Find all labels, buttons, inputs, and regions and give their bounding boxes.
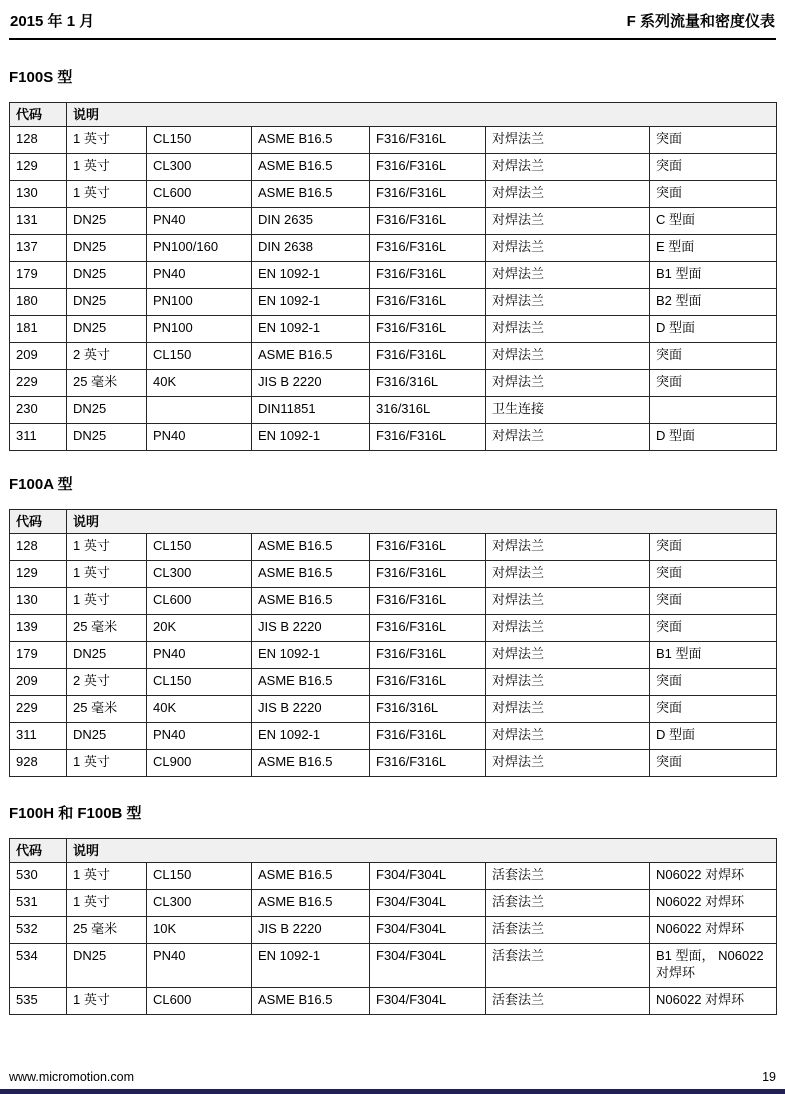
table-cell: DIN11851: [252, 397, 370, 424]
spec-table-f100s: [9, 102, 777, 451]
table-cell: 1 英寸: [67, 588, 147, 615]
table-row: [10, 262, 777, 289]
table-cell: DN25: [67, 944, 147, 988]
section-f100h-f100b: [9, 802, 776, 1015]
table-cell: 突面: [650, 343, 777, 370]
table-cell: 对焊法兰: [486, 208, 650, 235]
table-cell: 活套法兰: [486, 988, 650, 1015]
table-cell: CL300: [147, 561, 252, 588]
table-cell: CL150: [147, 863, 252, 890]
table-cell: E 型面: [650, 235, 777, 262]
table-cell: 1 英寸: [67, 890, 147, 917]
table-cell: 534: [10, 944, 67, 988]
table-cell: F316/F316L: [370, 669, 486, 696]
table-cell: PN40: [147, 723, 252, 750]
table-cell: 311: [10, 723, 67, 750]
table-row: [10, 917, 777, 944]
table-cell: F316/F316L: [370, 289, 486, 316]
table-cell: [147, 397, 252, 424]
table-cell: 对焊法兰: [486, 316, 650, 343]
table-cell: 180: [10, 289, 67, 316]
table-cell: PN40: [147, 424, 252, 451]
table-cell: 25 毫米: [67, 696, 147, 723]
table-cell: 对焊法兰: [486, 424, 650, 451]
table-cell: 179: [10, 262, 67, 289]
table-cell: 535: [10, 988, 67, 1015]
table-cell: 229: [10, 370, 67, 397]
table-cell: B1 型面: [650, 642, 777, 669]
table-cell: ASME B16.5: [252, 127, 370, 154]
table-cell: EN 1092-1: [252, 642, 370, 669]
table-cell: DN25: [67, 208, 147, 235]
section-f100s: [9, 66, 776, 451]
table-cell: N06022 对焊环: [650, 988, 777, 1015]
table-cell: F316/F316L: [370, 750, 486, 777]
column-header-description: 说明: [67, 510, 777, 534]
table-cell: B2 型面: [650, 289, 777, 316]
section-title-f100s: F100S 型: [9, 69, 73, 86]
section-title-f100h-f100b: F100H 和 F100B 型: [9, 805, 142, 822]
table-cell: 40K: [147, 696, 252, 723]
table-cell: 1 英寸: [67, 988, 147, 1015]
table-cell: ASME B16.5: [252, 890, 370, 917]
table-cell: F316/F316L: [370, 262, 486, 289]
table-cell: 229: [10, 696, 67, 723]
table-cell: F316/F316L: [370, 208, 486, 235]
table-cell: 209: [10, 343, 67, 370]
header-doc-title: F 系列流量和密度仪表: [626, 13, 775, 30]
table-cell: JIS B 2220: [252, 696, 370, 723]
table-cell: 对焊法兰: [486, 750, 650, 777]
table-cell: JIS B 2220: [252, 615, 370, 642]
table-cell: DIN 2638: [252, 235, 370, 262]
table-cell: 25 毫米: [67, 370, 147, 397]
table-cell: 对焊法兰: [486, 181, 650, 208]
table-cell: EN 1092-1: [252, 944, 370, 988]
table-cell: ASME B16.5: [252, 669, 370, 696]
header-date: 2015 年 1 月: [10, 13, 95, 30]
table-row: [10, 944, 777, 988]
table-cell: 突面: [650, 615, 777, 642]
table-cell: F304/F304L: [370, 890, 486, 917]
table-cell: ASME B16.5: [252, 154, 370, 181]
table-cell: 突面: [650, 669, 777, 696]
table-cell: 突面: [650, 154, 777, 181]
table-cell: 131: [10, 208, 67, 235]
column-header-code: 代码: [10, 103, 67, 127]
table-cell: JIS B 2220: [252, 370, 370, 397]
table-cell: ASME B16.5: [252, 343, 370, 370]
table-cell: EN 1092-1: [252, 316, 370, 343]
table-cell: 对焊法兰: [486, 127, 650, 154]
table-cell: 40K: [147, 370, 252, 397]
table-cell: 20K: [147, 615, 252, 642]
table-cell: 2 英寸: [67, 669, 147, 696]
table-cell: D 型面: [650, 316, 777, 343]
table-cell: F316/F316L: [370, 235, 486, 262]
table-cell: F304/F304L: [370, 988, 486, 1015]
table-cell: ASME B16.5: [252, 561, 370, 588]
table-cell: B1 型面: [650, 262, 777, 289]
table-cell: 230: [10, 397, 67, 424]
table-cell: 2 英寸: [67, 343, 147, 370]
page-number: 19: [762, 1070, 776, 1084]
footer-url: www.micromotion.com: [9, 1070, 135, 1084]
table-cell: F304/F304L: [370, 944, 486, 988]
table-cell: 137: [10, 235, 67, 262]
table-row: [10, 370, 777, 397]
spec-table-f100a: [9, 509, 777, 777]
table-cell: PN40: [147, 208, 252, 235]
table-cell: 25 毫米: [67, 615, 147, 642]
table-row: [10, 154, 777, 181]
table-cell: ASME B16.5: [252, 181, 370, 208]
table-cell: F316/F316L: [370, 723, 486, 750]
table-cell: 181: [10, 316, 67, 343]
table-cell: 311: [10, 424, 67, 451]
table-cell: 1 英寸: [67, 750, 147, 777]
table-cell: 对焊法兰: [486, 154, 650, 181]
table-cell: 531: [10, 890, 67, 917]
table-header-row: [10, 839, 777, 863]
table-cell: CL150: [147, 343, 252, 370]
table-cell: 129: [10, 561, 67, 588]
table-cell: DN25: [67, 235, 147, 262]
table-cell: C 型面: [650, 208, 777, 235]
table-cell: 对焊法兰: [486, 289, 650, 316]
table-cell: EN 1092-1: [252, 723, 370, 750]
bottom-accent-bar: [0, 1089, 785, 1094]
table-cell: DN25: [67, 262, 147, 289]
table-row: [10, 890, 777, 917]
table-cell: ASME B16.5: [252, 534, 370, 561]
table-cell: N06022 对焊环: [650, 863, 777, 890]
table-row: [10, 750, 777, 777]
table-row: [10, 723, 777, 750]
table-cell: DN25: [67, 723, 147, 750]
section-f100a: [9, 473, 776, 777]
table-cell: 532: [10, 917, 67, 944]
table-cell: CL300: [147, 154, 252, 181]
table-cell: 活套法兰: [486, 890, 650, 917]
table-cell: 对焊法兰: [486, 669, 650, 696]
table-cell: 128: [10, 534, 67, 561]
table-cell: 对焊法兰: [486, 534, 650, 561]
table-cell: 活套法兰: [486, 944, 650, 988]
table-cell: ASME B16.5: [252, 750, 370, 777]
table-row: [10, 669, 777, 696]
table-row: [10, 988, 777, 1015]
table-cell: DN25: [67, 397, 147, 424]
page-footer: [9, 1070, 776, 1084]
table-header-row: [10, 103, 777, 127]
table-header-row: [10, 510, 777, 534]
table-cell: JIS B 2220: [252, 917, 370, 944]
table-cell: 突面: [650, 127, 777, 154]
table-cell: CL300: [147, 890, 252, 917]
table-cell: 活套法兰: [486, 917, 650, 944]
table-cell: 突面: [650, 588, 777, 615]
table-cell: PN100: [147, 316, 252, 343]
table-cell: 对焊法兰: [486, 262, 650, 289]
table-cell: F316/F316L: [370, 561, 486, 588]
table-row: [10, 343, 777, 370]
table-cell: D 型面: [650, 424, 777, 451]
spec-table-f100h-f100b: [9, 838, 777, 1015]
table-cell: DN25: [67, 316, 147, 343]
table-cell: F316/F316L: [370, 127, 486, 154]
table-cell: 1 英寸: [67, 154, 147, 181]
table-cell: 1 英寸: [67, 534, 147, 561]
table-cell: 928: [10, 750, 67, 777]
table-cell: 突面: [650, 181, 777, 208]
table-cell: 1 英寸: [67, 561, 147, 588]
table-cell: D 型面: [650, 723, 777, 750]
table-row: [10, 424, 777, 451]
table-cell: 对焊法兰: [486, 642, 650, 669]
table-cell: 卫生连接: [486, 397, 650, 424]
column-header-code: 代码: [10, 839, 67, 863]
table-cell: PN40: [147, 642, 252, 669]
table-cell: 突面: [650, 370, 777, 397]
table-cell: PN100/160: [147, 235, 252, 262]
table-row: [10, 235, 777, 262]
table-cell: PN40: [147, 262, 252, 289]
table-cell: 530: [10, 863, 67, 890]
table-row: [10, 615, 777, 642]
table-cell: CL150: [147, 127, 252, 154]
table-cell: PN40: [147, 944, 252, 988]
table-cell: 1 英寸: [67, 863, 147, 890]
table-cell: DN25: [67, 424, 147, 451]
table-cell: 突面: [650, 561, 777, 588]
table-cell: ASME B16.5: [252, 588, 370, 615]
table-cell: 对焊法兰: [486, 615, 650, 642]
table-cell: 129: [10, 154, 67, 181]
table-cell: CL900: [147, 750, 252, 777]
table-cell: 128: [10, 127, 67, 154]
table-cell: F304/F304L: [370, 863, 486, 890]
table-cell: CL600: [147, 588, 252, 615]
table-cell: 1 英寸: [67, 127, 147, 154]
table-cell: B1 型面， N06022 对焊环: [650, 944, 777, 988]
table-cell: N06022 对焊环: [650, 890, 777, 917]
table-cell: PN100: [147, 289, 252, 316]
table-cell: N06022 对焊环: [650, 917, 777, 944]
table-cell: 130: [10, 181, 67, 208]
table-cell: F316/F316L: [370, 343, 486, 370]
table-row: [10, 696, 777, 723]
table-cell: 25 毫米: [67, 917, 147, 944]
column-header-description: 说明: [67, 103, 777, 127]
table-cell: F316/F316L: [370, 316, 486, 343]
table-cell: F316/F316L: [370, 615, 486, 642]
table-cell: 10K: [147, 917, 252, 944]
table-cell: CL600: [147, 181, 252, 208]
table-cell: ASME B16.5: [252, 988, 370, 1015]
table-cell: 突面: [650, 534, 777, 561]
table-cell: EN 1092-1: [252, 424, 370, 451]
table-cell: F316/F316L: [370, 642, 486, 669]
table-cell: CL150: [147, 534, 252, 561]
table-row: [10, 181, 777, 208]
table-cell: 139: [10, 615, 67, 642]
table-row: [10, 289, 777, 316]
table-cell: 对焊法兰: [486, 723, 650, 750]
table-cell: EN 1092-1: [252, 262, 370, 289]
table-cell: 对焊法兰: [486, 561, 650, 588]
table-row: [10, 127, 777, 154]
table-cell: 突面: [650, 750, 777, 777]
table-row: [10, 642, 777, 669]
table-cell: [650, 397, 777, 424]
table-cell: 对焊法兰: [486, 370, 650, 397]
table-cell: 对焊法兰: [486, 343, 650, 370]
table-cell: F316/316L: [370, 696, 486, 723]
table-cell: F316/F316L: [370, 588, 486, 615]
table-cell: CL600: [147, 988, 252, 1015]
column-header-description: 说明: [67, 839, 777, 863]
table-cell: F316/316L: [370, 370, 486, 397]
table-cell: DN25: [67, 642, 147, 669]
table-cell: DIN 2635: [252, 208, 370, 235]
table-cell: F304/F304L: [370, 917, 486, 944]
table-row: [10, 588, 777, 615]
table-cell: 130: [10, 588, 67, 615]
table-cell: 突面: [650, 696, 777, 723]
table-row: [10, 561, 777, 588]
table-cell: 对焊法兰: [486, 696, 650, 723]
table-cell: F316/F316L: [370, 181, 486, 208]
table-cell: 对焊法兰: [486, 235, 650, 262]
table-cell: 179: [10, 642, 67, 669]
table-cell: 1 英寸: [67, 181, 147, 208]
table-cell: ASME B16.5: [252, 863, 370, 890]
table-cell: CL150: [147, 669, 252, 696]
table-cell: DN25: [67, 289, 147, 316]
table-cell: 活套法兰: [486, 863, 650, 890]
table-cell: 对焊法兰: [486, 588, 650, 615]
table-cell: F316/F316L: [370, 424, 486, 451]
table-cell: F316/F316L: [370, 154, 486, 181]
table-cell: EN 1092-1: [252, 289, 370, 316]
section-title-f100a: F100A 型: [9, 476, 73, 493]
table-row: [10, 316, 777, 343]
table-row: [10, 208, 777, 235]
column-header-code: 代码: [10, 510, 67, 534]
table-row: [10, 863, 777, 890]
table-cell: F316/F316L: [370, 534, 486, 561]
table-cell: 209: [10, 669, 67, 696]
page-header: [9, 8, 776, 40]
table-cell: 316/316L: [370, 397, 486, 424]
table-row: [10, 534, 777, 561]
table-row: [10, 397, 777, 424]
